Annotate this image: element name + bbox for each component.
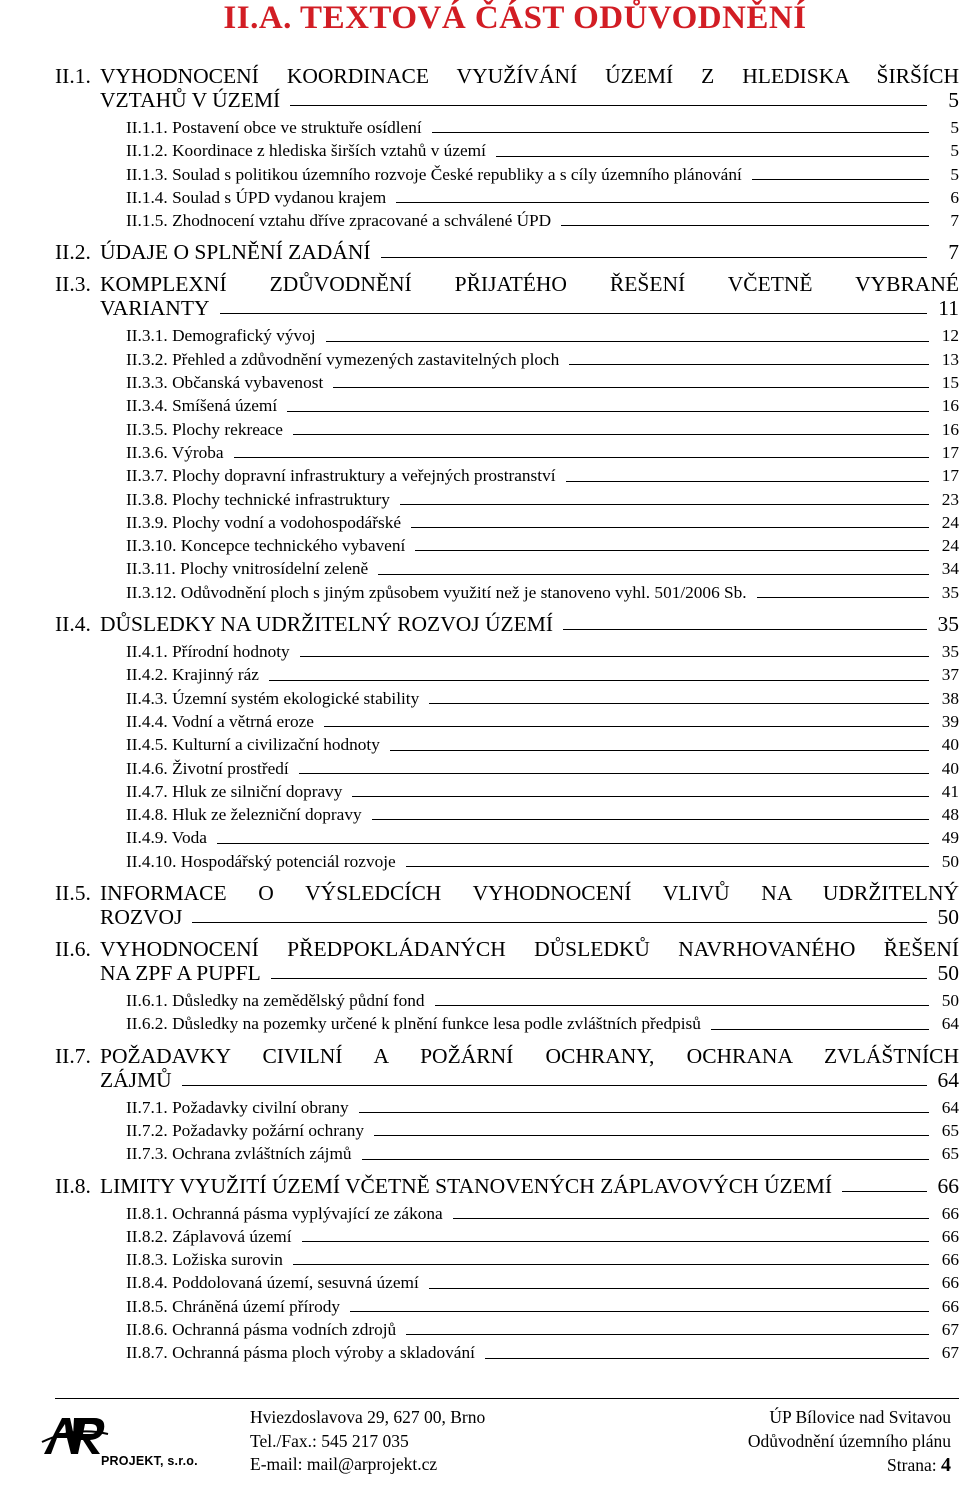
toc-subsection-entry xyxy=(126,1271,959,1294)
toc-page-number: 39 xyxy=(941,711,959,731)
toc-subsection-entry xyxy=(126,186,959,209)
toc-subsection-entry xyxy=(126,1012,959,1035)
toc-subsection-entry xyxy=(126,324,959,347)
toc-page-number: 66 xyxy=(941,1296,959,1316)
toc-section xyxy=(55,881,959,929)
toc-subsection-title: II.4.8. Hluk ze železniční dopravy xyxy=(126,805,362,825)
toc-section-entry xyxy=(100,296,959,320)
toc-page-number: 67 xyxy=(941,1343,959,1363)
page-title xyxy=(0,0,960,37)
toc-subsection-title: II.1.4. Soulad s ÚPD vydanou krajem xyxy=(126,187,387,207)
toc-section-entry xyxy=(100,1068,959,1092)
toc-leader-line xyxy=(326,341,929,342)
toc-subsection-entry xyxy=(126,1318,959,1341)
toc-leader-line xyxy=(290,105,927,106)
toc-section-title: ROZVOJ xyxy=(100,905,183,930)
toc-subsection-title: II.3.12. Odůvodnění ploch s jiným způsobem využití než je stanoveno vyhl. 501/2006 Sb. xyxy=(126,582,747,602)
toc-leader-line xyxy=(429,1288,929,1289)
toc-subsection-entry xyxy=(126,441,959,464)
toc-leader-line xyxy=(396,202,929,203)
toc-subsection-entry xyxy=(126,534,959,557)
toc-subsection-entry xyxy=(126,1142,959,1165)
toc-section-title-line: KOMPLEXNÍ ZDŮVODNĚNÍ PŘIJATÉHO ŘEŠENÍ VČETNĚ VYBRANÉ xyxy=(100,272,959,297)
toc-leader-line xyxy=(381,257,927,258)
toc-leader-line xyxy=(435,1005,929,1006)
toc-leader-line xyxy=(362,1159,929,1160)
toc-section-title-line: POŽADAVKY CIVILNÍ A POŽÁRNÍ OCHRANY, OCHRANA ZVLÁŠTNÍCH xyxy=(100,1043,959,1068)
toc-section-body xyxy=(100,272,959,320)
toc-section-number: II.6. xyxy=(55,937,91,962)
toc-subsection-entry xyxy=(126,557,959,580)
footer-project-info xyxy=(748,1406,951,1478)
toc-subsection-title: II.4.7. Hluk ze silniční dopravy xyxy=(126,781,343,801)
toc-page-number: 50 xyxy=(937,905,959,930)
toc-leader-line xyxy=(352,796,929,797)
toc-leader-line xyxy=(415,550,929,551)
toc-page-number: 41 xyxy=(941,781,959,801)
toc-subsection-title: II.4.5. Kulturní a civilizační hodnoty xyxy=(126,735,380,755)
toc-section-number: II.5. xyxy=(55,881,91,906)
toc-page-number: 7 xyxy=(950,211,959,231)
toc-subsection-entry xyxy=(126,139,959,162)
toc-leader-line xyxy=(453,1218,929,1219)
toc-section-entry xyxy=(100,905,959,929)
toc-leader-line xyxy=(563,629,927,630)
toc-page-number: 13 xyxy=(941,349,959,369)
toc-section-title-line: VYHODNOCENÍ KOORDINACE VYUŽÍVÁNÍ ÚZEMÍ Z HLEDISKA ŠIRŠÍCH xyxy=(100,64,959,88)
toc-section-title-line: VYHODNOCENÍ PŘEDPOKLÁDANÝCH DŮSLEDKŮ NAVRHOVANÉHO ŘEŠENÍ xyxy=(100,937,959,962)
toc-subsection-title: II.3.8. Plochy technické infrastruktury xyxy=(126,489,390,509)
toc-leader-line xyxy=(561,225,929,226)
page-title-text: II.A. TEXTOVÁ ČÁST ODŮVODNĚNÍ xyxy=(223,0,807,36)
toc-subsection-title: II.1.5. Zhodnocení vztahu dříve zpracované a schválené ÚPD xyxy=(126,211,552,231)
page-number: 4 xyxy=(941,1454,951,1476)
toc-leader-line xyxy=(842,1191,927,1192)
toc-page-number: 24 xyxy=(941,536,959,556)
toc-section-entry xyxy=(100,88,959,112)
toc-subsection-entry xyxy=(126,640,959,663)
toc-subsection-title: II.1.3. Soulad s politikou územního rozvoje České republiky a s cíly územního plánování xyxy=(126,164,742,184)
toc-subsection-entry xyxy=(126,710,959,733)
toc-subsection-list xyxy=(126,1096,959,1166)
toc-page-number: 12 xyxy=(941,326,959,346)
toc-page-number: 5 xyxy=(948,88,959,112)
toc-leader-line xyxy=(234,457,929,458)
toc-section xyxy=(55,64,959,112)
toc-subsection-title: II.7.3. Ochrana zvláštních zájmů xyxy=(126,1144,352,1164)
toc-leader-line xyxy=(287,411,929,412)
toc-page-number: 11 xyxy=(938,296,959,321)
toc-leader-line xyxy=(411,527,929,528)
toc-page-number: 66 xyxy=(941,1250,959,1270)
footer-address: Hviezdoslavova 29, 627 00, Brno xyxy=(250,1407,486,1427)
toc-page-number: 40 xyxy=(941,735,959,755)
toc-page-number: 5 xyxy=(950,164,959,184)
toc-section-entry xyxy=(100,612,959,636)
toc-section-title: LIMITY VYUŽITÍ ÚZEMÍ VČETNĚ STANOVENÝCH ZÁPLAVOVÝCH ÚZEMÍ xyxy=(100,1173,833,1198)
toc-subsection-title: II.1.2. Koordinace z hlediska širších vztahů v území xyxy=(126,141,486,161)
toc-page-number: 23 xyxy=(941,489,959,509)
page-label: Strana: xyxy=(887,1455,937,1475)
toc-leader-line xyxy=(378,574,929,575)
toc-subsection-list xyxy=(126,116,959,232)
toc-subsection-title: II.8.3. Ložiska surovin xyxy=(126,1250,283,1270)
toc-section xyxy=(55,240,959,264)
toc-subsection-title: II.6.1. Důsledky na zemědělský půdní fond xyxy=(126,991,425,1011)
toc-leader-line xyxy=(711,1029,929,1030)
toc-subsection-entry xyxy=(126,733,959,756)
toc-page-number: 65 xyxy=(941,1144,959,1164)
toc-section-number: II.4. xyxy=(55,612,91,637)
toc-subsection-title: II.3.11. Plochy vnitrosídelní zeleně xyxy=(126,559,369,579)
toc-leader-line xyxy=(192,922,927,923)
toc-subsection-entry xyxy=(126,371,959,394)
toc-section xyxy=(55,272,959,320)
toc-subsection-entry xyxy=(126,989,959,1012)
toc-section-title: ÚDAJE O SPLNĚNÍ ZADÁNÍ xyxy=(100,240,371,265)
toc-section-number: II.1. xyxy=(55,64,91,88)
toc-leader-line xyxy=(359,1112,929,1113)
toc-page-number: 66 xyxy=(941,1226,959,1246)
toc-page-number: 34 xyxy=(941,559,959,579)
toc-page-number: 64 xyxy=(941,1097,959,1117)
toc-subsection-list xyxy=(126,1202,959,1365)
toc-page-number: 16 xyxy=(941,419,959,439)
toc-subsection-title: II.4.10. Hospodářský potenciál rozvoje xyxy=(126,851,396,871)
toc-subsection-title: II.4.4. Vodní a větrná eroze xyxy=(126,711,314,731)
toc-section-title-line: INFORMACE O VÝSLEDCÍCH VYHODNOCENÍ VLIVŮ NA UDRŽITELNÝ xyxy=(100,881,959,906)
toc-leader-line xyxy=(217,843,929,844)
toc-page-number: 65 xyxy=(941,1120,959,1140)
toc-leader-line xyxy=(220,313,928,314)
ar-logo-icon xyxy=(40,1412,110,1458)
toc-subsection-entry xyxy=(126,663,959,686)
toc-page-number: 24 xyxy=(941,512,959,532)
footer-page-number xyxy=(748,1454,951,1478)
toc-leader-line xyxy=(333,387,929,388)
toc-leader-line xyxy=(432,132,929,133)
toc-subsection-entry xyxy=(126,850,959,873)
toc-leader-line xyxy=(324,726,929,727)
toc-section-title: NA ZPF A PUPFL xyxy=(100,961,261,986)
company-name: PROJEKT, s.r.o. xyxy=(101,1454,198,1468)
toc-subsection-title: II.3.3. Občanská vybavenost xyxy=(126,373,324,393)
footer-divider xyxy=(55,1398,959,1399)
toc-leader-line xyxy=(299,773,929,774)
toc-subsection-title: II.3.1. Demografický vývoj xyxy=(126,326,316,346)
toc-section xyxy=(55,937,959,985)
toc-leader-line xyxy=(293,434,929,435)
toc-subsection-title: II.4.2. Krajinný ráz xyxy=(126,665,259,685)
toc-subsection-entry xyxy=(126,488,959,511)
toc-page-number: 5 xyxy=(950,141,959,161)
toc-subsection-entry xyxy=(126,1202,959,1225)
toc-leader-line xyxy=(752,179,929,180)
toc-page-number: 66 xyxy=(941,1273,959,1293)
company-logo xyxy=(40,1412,110,1463)
toc-subsection-entry xyxy=(126,687,959,710)
toc-page-number: 17 xyxy=(941,466,959,486)
toc-section xyxy=(55,612,959,636)
toc-subsection-entry xyxy=(126,418,959,441)
toc-subsection-title: II.3.10. Koncepce technického vybavení xyxy=(126,536,406,556)
toc-section-body xyxy=(100,937,959,985)
toc-subsection-title: II.1.1. Postavení obce ve struktuře osídlení xyxy=(126,118,422,137)
toc-subsection-title: II.4.1. Přírodní hodnoty xyxy=(126,642,290,662)
toc-subsection-entry xyxy=(126,1341,959,1364)
toc-subsection-entry xyxy=(126,1248,959,1271)
toc-leader-line xyxy=(429,703,929,704)
toc-leader-line xyxy=(374,1135,929,1136)
toc-subsection-entry xyxy=(126,780,959,803)
toc-subsection-title: II.3.2. Přehled a zdůvodnění vymezených zastavitelných ploch xyxy=(126,349,560,369)
footer-email: E-mail: mail@arprojekt.cz xyxy=(250,1454,438,1474)
toc-section-entry xyxy=(100,961,959,985)
toc-subsection-title: II.8.2. Záplavová území xyxy=(126,1226,292,1246)
toc-page-number: 50 xyxy=(941,991,959,1011)
toc-subsection-entry xyxy=(126,581,959,604)
toc-page-number: 35 xyxy=(941,642,959,662)
toc-page-number: 38 xyxy=(941,688,959,708)
toc-subsection-title: II.4.9. Voda xyxy=(126,828,207,848)
toc-section-title: DŮSLEDKY NA UDRŽITELNÝ ROZVOJ ÚZEMÍ xyxy=(100,612,554,637)
toc-page-number: 50 xyxy=(937,961,959,986)
toc-page-number: 6 xyxy=(950,187,959,207)
toc-section-body xyxy=(100,1174,959,1198)
toc-subsection-list xyxy=(126,640,959,873)
toc-subsection-title: II.8.4. Poddolovaná území, sesuvná území xyxy=(126,1273,419,1293)
toc-leader-line xyxy=(302,1241,929,1242)
toc-subsection-title: II.8.5. Chráněná území přírody xyxy=(126,1296,341,1316)
toc-page-number: 15 xyxy=(941,373,959,393)
toc-subsection-entry xyxy=(126,1225,959,1248)
toc-subsection-entry xyxy=(126,209,959,232)
toc-section-body xyxy=(100,881,959,929)
toc-subsection-title: II.8.6. Ochranná pásma vodních zdrojů xyxy=(126,1319,397,1339)
toc-section-entry xyxy=(100,240,959,264)
toc-subsection-title: II.7.2. Požadavky požární ochrany xyxy=(126,1120,365,1140)
toc-page-number: 16 xyxy=(941,396,959,416)
toc-leader-line xyxy=(271,978,927,979)
toc-subsection-title: II.8.7. Ochranná pásma ploch výroby a skladování xyxy=(126,1343,475,1363)
toc-subsection-entry xyxy=(126,116,959,139)
toc-section-number: II.2. xyxy=(55,240,91,265)
toc-leader-line xyxy=(300,656,929,657)
toc-subsection-entry xyxy=(126,511,959,534)
toc-leader-line xyxy=(406,866,929,867)
toc-page-number: 66 xyxy=(941,1203,959,1223)
toc-subsection-entry xyxy=(126,1295,959,1318)
toc-page-number: 64 xyxy=(937,1067,959,1092)
toc-subsection-title: II.3.4. Smíšená území xyxy=(126,396,278,416)
toc-section-body xyxy=(100,64,959,112)
toc-page-number: 7 xyxy=(948,240,959,265)
footer-document-name: Odůvodnění územního plánu xyxy=(747,1430,951,1451)
toc-section-title: VZTAHŮ V ÚZEMÍ xyxy=(100,88,281,112)
toc-subsection-entry xyxy=(126,1096,959,1119)
toc-subsection-entry xyxy=(126,757,959,780)
toc-subsection-title: II.3.5. Plochy rekreace xyxy=(126,419,283,439)
toc-section-number: II.8. xyxy=(55,1173,91,1198)
toc-section-number: II.7. xyxy=(55,1043,91,1068)
toc-section-body xyxy=(100,1044,959,1092)
toc-leader-line xyxy=(569,364,929,365)
toc-subsection-entry xyxy=(126,1119,959,1142)
toc-leader-line xyxy=(406,1334,929,1335)
toc-subsection-title: II.3.7. Plochy dopravní infrastruktury a veřejných prostranství xyxy=(126,466,556,486)
toc-page-number: 64 xyxy=(941,1014,959,1034)
toc-subsection-title: II.6.2. Důsledky na pozemky určené k plnění funkce lesa podle zvláštních předpisů xyxy=(126,1014,701,1034)
toc-section xyxy=(55,1174,959,1198)
toc-section-entry xyxy=(100,1174,959,1198)
toc-page-number: 49 xyxy=(941,828,959,848)
toc-page-number: 40 xyxy=(941,758,959,778)
toc-leader-line xyxy=(757,597,929,598)
toc-leader-line xyxy=(485,1358,929,1359)
toc-section-body xyxy=(100,612,959,636)
toc-subsection-list xyxy=(126,324,959,604)
toc-page-number: 66 xyxy=(937,1173,959,1198)
toc-leader-line xyxy=(566,481,929,482)
footer-project-name: ÚP Bílovice nad Svitavou xyxy=(769,1407,951,1427)
toc-subsection-title: II.4.3. Územní systém ekologické stability xyxy=(126,688,420,708)
toc-subsection-entry xyxy=(126,803,959,826)
toc-subsection-entry xyxy=(126,348,959,371)
toc-section-number: II.3. xyxy=(55,272,91,297)
toc-page-number: 35 xyxy=(941,582,959,602)
toc-subsection-title: II.8.1. Ochranná pásma vyplývající ze zákona xyxy=(126,1203,443,1223)
toc-page-number: 48 xyxy=(941,805,959,825)
toc-leader-line xyxy=(390,750,929,751)
toc-subsection-title: II.3.9. Plochy vodní a vodohospodářské xyxy=(126,512,402,532)
toc-section-body xyxy=(100,240,959,264)
toc-subsection-entry xyxy=(126,163,959,186)
toc-leader-line xyxy=(372,819,929,820)
toc-page-number: 50 xyxy=(941,851,959,871)
toc-leader-line xyxy=(400,504,929,505)
toc-subsection-title: II.7.1. Požadavky civilní obrany xyxy=(126,1097,349,1117)
toc-subsection-entry xyxy=(126,826,959,849)
toc-leader-line xyxy=(182,1085,927,1086)
toc-page-number: 67 xyxy=(941,1319,959,1339)
footer-phone: Tel./Fax.: 545 217 035 xyxy=(250,1430,409,1451)
toc-leader-line xyxy=(350,1311,929,1312)
toc-page-number: 5 xyxy=(950,118,959,137)
toc-page-number: 35 xyxy=(937,612,959,637)
toc-section-title: VARIANTY xyxy=(100,296,210,321)
toc-subsection-entry xyxy=(126,394,959,417)
toc-section xyxy=(55,1044,959,1092)
toc-leader-line xyxy=(269,680,929,681)
footer-contact xyxy=(250,1406,485,1477)
toc-page-number: 17 xyxy=(941,442,959,462)
toc-subsection-title: II.3.6. Výroba xyxy=(126,442,224,462)
toc-subsection-entry xyxy=(126,464,959,487)
toc-section-title: ZÁJMŮ xyxy=(100,1067,172,1092)
toc-leader-line xyxy=(293,1264,929,1265)
toc-subsection-title: II.4.6. Životní prostředí xyxy=(126,758,289,778)
toc-leader-line xyxy=(496,156,929,157)
toc-page-number: 37 xyxy=(941,665,959,685)
table-of-contents xyxy=(55,64,959,1373)
toc-subsection-list xyxy=(126,989,959,1036)
